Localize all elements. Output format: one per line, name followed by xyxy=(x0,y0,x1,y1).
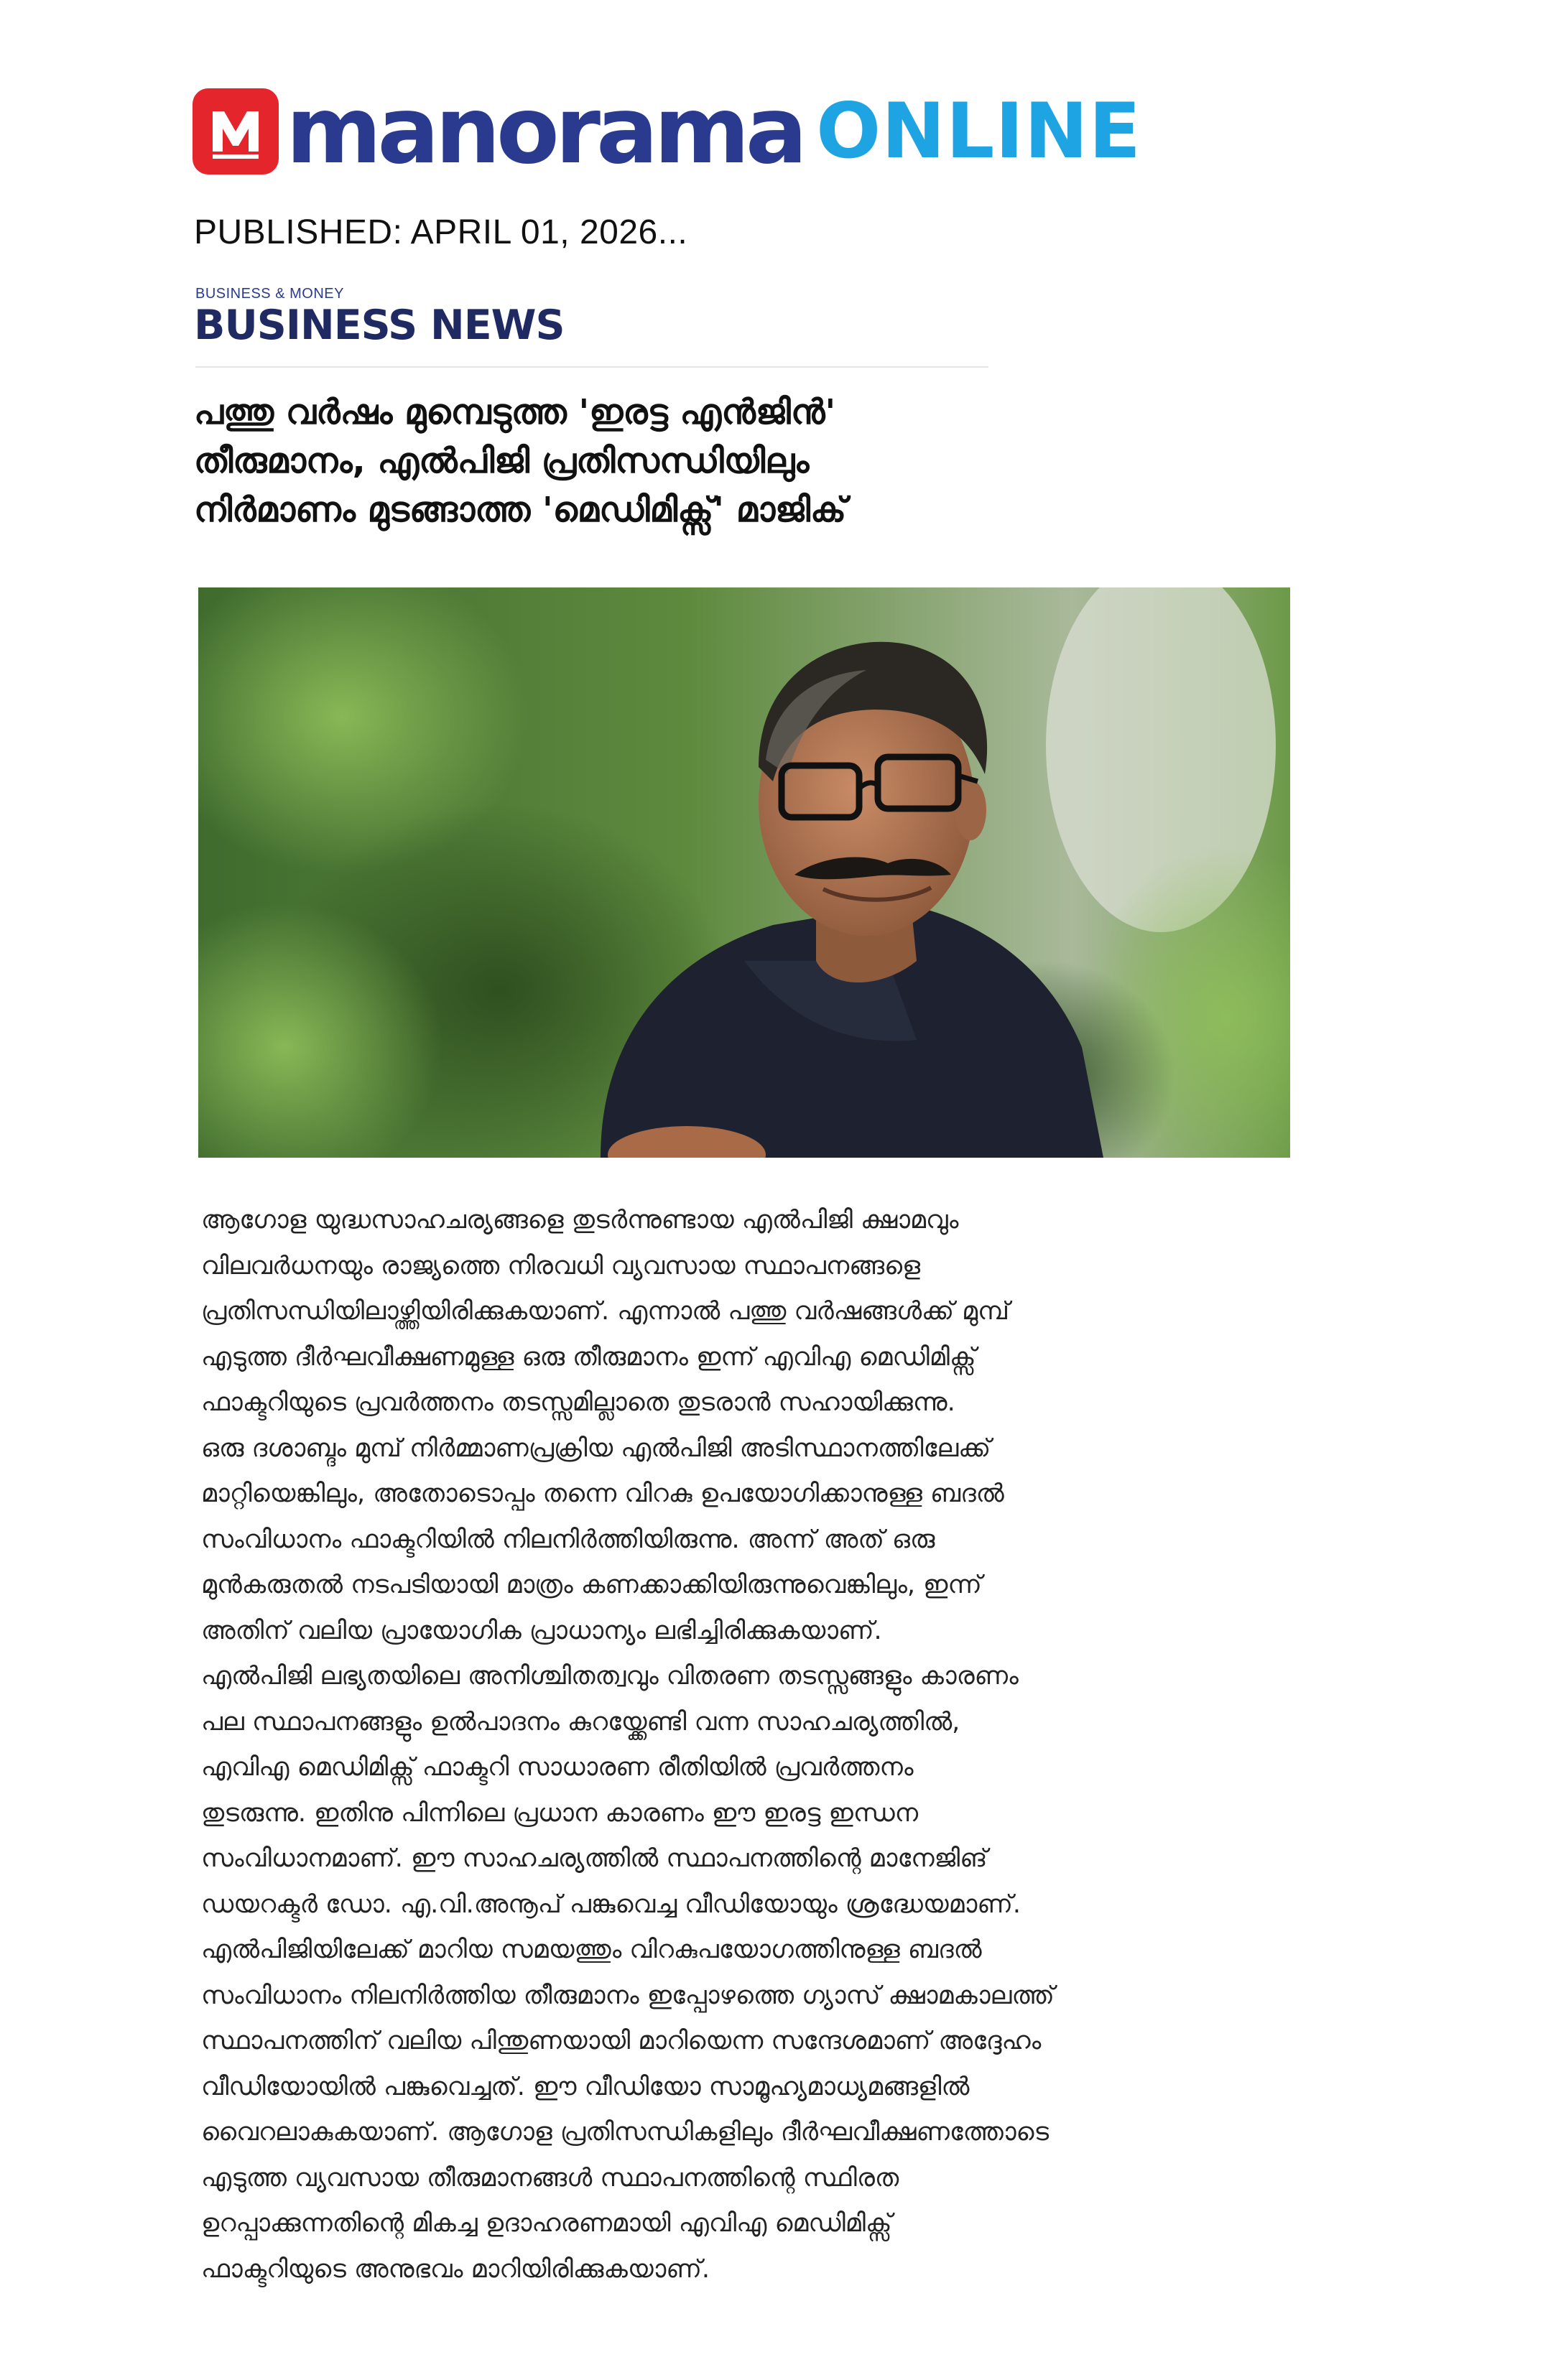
article-body xyxy=(201,1198,1322,2292)
paragraph-line: എൽപിജിയിലേക്ക് മാറിയ സമയത്തും വിറകുപയോഗത്തിനുള്ള ബദൽ xyxy=(201,1935,982,1964)
paragraph-line: സംവിധാനം നിലനിർത്തിയ തീരുമാനം ഇപ്പോഴത്തെ ഗ്യാസ് ക്ഷാമകാലത്ത് xyxy=(201,1981,1055,2010)
portrait-photo-icon xyxy=(198,587,1290,1158)
paragraph-line: അതിന് വലിയ പ്രായോഗിക പ്രാധാന്യം ലഭിച്ചിരിക്കുകയാണ്. xyxy=(201,1616,882,1645)
article-headline xyxy=(194,388,1128,534)
paragraph-line: ഫാക്ടറിയുടെ അനുഭവം മാറിയിരിക്കുകയാണ്. xyxy=(201,2254,710,2284)
paragraph-line: വീഡിയോയിൽ പങ്കുവെച്ചത്. ഈ വീഡിയോ സാമൂഹ്യമാധ്യമങ്ങളിൽ xyxy=(201,2072,970,2101)
paragraph-line: ഉറപ്പാക്കുന്നതിന്റെ മികച്ച ഉദാഹരണമായി എവിഎ മെഡിമിക്സ് xyxy=(201,2209,892,2238)
article-paragraph xyxy=(201,1928,1322,2292)
paragraph-line: സ്ഥാപനത്തിന് വലിയ പിന്തുണയായി മാറിയെന്ന സന്ദേശമാണ് അദ്ദേഹം xyxy=(201,2027,1042,2055)
paragraph-line: ആഗോള യുദ്ധസാഹചര്യങ്ങളെ തുടർന്നുണ്ടായ എൽപിജി ക്ഷാമവും xyxy=(201,1206,959,1235)
section-kicker[interactable]: BUSINESS & MONEY xyxy=(195,286,344,302)
site-logo[interactable] xyxy=(193,78,1141,185)
paragraph-line: പ്രതിസന്ധിയിലാഴ്ത്തിയിരിക്കുകയാണ്. എന്നാൽ പത്തു വർഷങ്ങൾക്ക് മുമ്പ് xyxy=(201,1297,1010,1326)
published-date: PUBLISHED: APRIL 01, 2026... xyxy=(194,213,688,251)
headline-line: നിർമാണം മുടങ്ങാത്ത 'മെഡിമിക്സ്' മാജിക് xyxy=(194,490,847,530)
headline-line: തീരുമാനം, എൽപിജി പ്രതിസന്ധിയിലും xyxy=(194,441,810,481)
paragraph-line: വൈറലാകുകയാണ്. ആഗോള പ്രതിസന്ധികളിലും ദീർഘവീക്ഷണത്തോടെ xyxy=(201,2118,1049,2147)
paragraph-line: എടുത്ത വ്യവസായ തീരുമാനങ്ങൾ സ്ഥാപനത്തിന്റെ സ്ഥിരത xyxy=(201,2163,899,2193)
paragraph-line: മാറ്റിയെങ്കിലും, അതോടൊപ്പം തന്നെ വിറകു ഉപയോഗിക്കാനുള്ള ബദൽ xyxy=(201,1479,1004,1508)
divider xyxy=(195,366,988,368)
paragraph-line: ഡയറക്ടർ ഡോ. എ.വി.അനൂപ് പങ്കുവെച്ച വീഡിയോയും ശ്രദ്ധേയമാണ്. xyxy=(201,1889,1021,1919)
paragraph-line: മുൻകരുതൽ നടപടിയായി മാത്രം കണക്കാക്കിയിരുന്നുവെങ്കിലും, ഇന്ന് xyxy=(201,1571,982,1599)
article-paragraph xyxy=(201,1426,1322,1655)
article-paragraph xyxy=(201,1198,1322,1426)
headline-line: പത്തു വർഷം മുമ്പെടുത്ത 'ഇരട്ട എൻജിൻ' xyxy=(194,392,836,432)
paragraph-line: വിലവർധനയും രാജ്യത്തെ നിരവധി വ്യവസായ സ്ഥാപനങ്ങളെ xyxy=(201,1251,921,1280)
paragraph-line: എടുത്ത ദീർഘവീക്ഷണമുള്ള ഒരു തീരുമാനം ഇന്ന് എവിഎ മെഡിമിക്സ് xyxy=(201,1342,976,1372)
paragraph-line: തുടരുന്നു. ഇതിനു പിന്നിലെ പ്രധാന കാരണം ഈ ഇരട്ട ഇന്ധന xyxy=(201,1798,919,1828)
paragraph-line: സംവിധാനമാണ്. ഈ സാഹചര്യത്തിൽ സ്ഥാപനത്തിന്റെ മാനേജിങ് xyxy=(201,1844,988,1873)
paragraph-line: ഒരു ദശാബ്ദം മുമ്പ് നിർമ്മാണപ്രക്രിയ എൽപിജി അടിസ്ഥാനത്തിലേക്ക് xyxy=(201,1433,991,1463)
manorama-logo-icon xyxy=(193,88,279,175)
logo-wordmark: manorama xyxy=(286,78,804,185)
article-paragraph xyxy=(201,1654,1322,1928)
section-title[interactable]: BUSINESS NEWS xyxy=(194,302,565,349)
paragraph-line: ഫാക്ടറിയുടെ പ്രവർത്തനം തടസ്സമില്ലാതെ തുടരാൻ സഹായിക്കുന്നു. xyxy=(201,1388,955,1417)
paragraph-line: എവിഎ മെഡിമിക്സ് ഫാക്ടറി സാധാരണ രീതിയിൽ പ്രവർത്തനം xyxy=(201,1753,914,1782)
paragraph-line: സംവിധാനം ഫാക്ടറിയിൽ നിലനിർത്തിയിരുന്നു. അന്ന് അത് ഒരു xyxy=(201,1525,935,1554)
logo-online-text: ONLINE xyxy=(816,87,1141,175)
article-photo xyxy=(198,587,1290,1158)
paragraph-line: പല സ്ഥാപനങ്ങളും ഉൽപാദനം കുറയ്ക്കേണ്ടി വന്ന സാഹചര്യത്തിൽ, xyxy=(201,1707,960,1737)
paragraph-line: എൽപിജി ലഭ്യതയിലെ അനിശ്ചിതത്വവും വിതരണ തടസ്സങ്ങളും കാരണം xyxy=(201,1662,1019,1691)
